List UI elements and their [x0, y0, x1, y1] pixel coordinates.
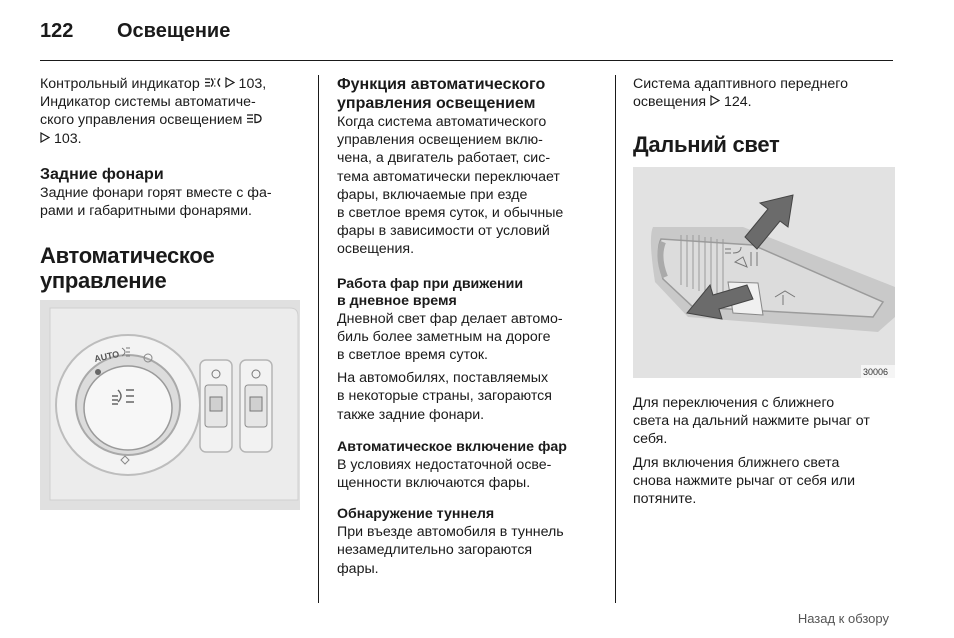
column-1 — [40, 75, 305, 318]
figure-code: 30006 — [863, 367, 889, 377]
column-3 — [633, 75, 895, 157]
high-beam-paragraph-2: Для включения ближнего света снова нажмите рычаг от себя или потяните. — [633, 454, 855, 508]
header-rule — [40, 60, 893, 61]
page-ref-link[interactable]: 103. — [50, 130, 82, 147]
high-beam-paragraph-1: Для переключения с ближнего света на дальний нажмите рычаг от себя. — [633, 395, 870, 448]
page-ref-arrow-icon — [40, 131, 50, 147]
rear-lights-heading: Задние фонари — [40, 165, 164, 183]
column-divider-2 — [615, 75, 616, 603]
page-ref-link[interactable]: 124. — [720, 94, 752, 111]
tunnel-heading: Обнаружение туннеля — [337, 506, 495, 523]
rotary-knob — [84, 366, 172, 450]
back-to-overview-link[interactable]: Назад к обзору — [797, 611, 889, 626]
drl-paragraph-1: Дневной свет фар делает автомо- биль более заметным на дороге в светлое время суток. — [337, 310, 563, 364]
indicator-text: Контрольный индикатор — [40, 76, 204, 92]
afl-paragraph: Система адаптивного переднего освещения 124. — [633, 76, 849, 111]
auto-label: AUTO — [93, 348, 121, 364]
page-ref-arrow-icon — [225, 76, 235, 92]
drl-paragraph-2: На автомобилях, поставляемых в некоторые страны, загораются также задние фонари. — [337, 370, 552, 423]
high-beam-heading: Дальний свет — [633, 132, 780, 158]
auto-function-heading: Функция автоматического управления освещением — [337, 76, 546, 112]
light-switch-figure — [40, 300, 300, 510]
indicator-text: ского управления освещением — [40, 112, 247, 129]
auto-on-heading: Автоматическое включение фар — [337, 438, 567, 455]
page-number: 122 — [40, 20, 74, 42]
page-ref-link[interactable]: 103, — [234, 76, 267, 92]
column-3-bottom — [633, 394, 903, 508]
auto-lighting-heading: Автоматическое управление — [40, 243, 215, 294]
column-divider-1 — [318, 75, 319, 603]
high-beam-stalk-figure — [633, 167, 895, 378]
indicator-text: Индикатор системы автоматиче- — [40, 94, 256, 111]
page-ref-arrow-icon — [710, 94, 720, 110]
drl-heading: Работа фар при движении в дневное время — [337, 275, 524, 309]
autolight-system-icon — [246, 112, 262, 128]
indicator-paragraph — [40, 75, 305, 148]
rear-lights-paragraph: Задние фонари горят вместе с фа- рами и габаритными фонарями. — [40, 184, 272, 220]
section-title: Освещение — [117, 20, 231, 42]
autolight-indicator-icon — [204, 76, 221, 92]
auto-function-paragraph: Когда система автоматического управления освещением вклю- чена, а двигатель работает, сис- тема автоматически переключает фары, включаемые при езде в светлое время суток, и обычные фары в зависимости от условий освещения. — [337, 114, 564, 258]
tunnel-paragraph: При въезде автомобиля в туннель незамедлительно загораются фары. — [337, 524, 564, 577]
column-2 — [337, 75, 607, 578]
auto-on-paragraph: В условиях недостаточной осве- щенности включаются фары. — [337, 456, 552, 492]
